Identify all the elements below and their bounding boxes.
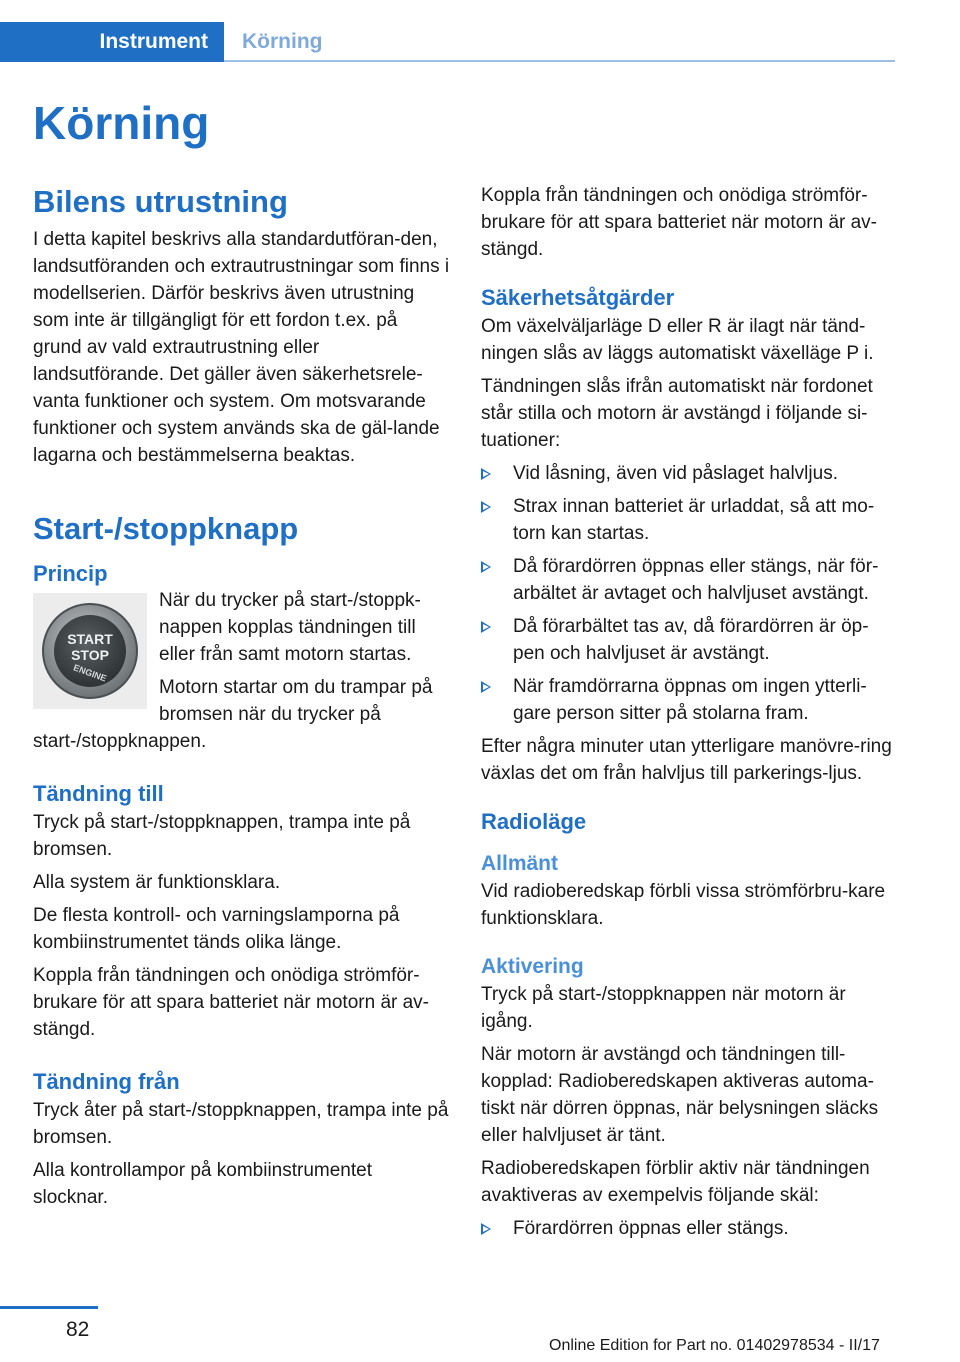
right-column — [481, 182, 899, 1248]
list-item: Vid låsning, även vid påslaget halvljus. — [481, 460, 899, 487]
edition-text: Online Edition for Part no. 01402978534 - II/17 — [549, 1337, 880, 1354]
list-item: När framdörrarna öppnas om ingen ytterli-gare person sitter på stolarna fram. — [481, 673, 899, 727]
paragraph: Tändningen slås ifrån automatiskt när fordonet står stilla och motorn är avstängd i följande si-tuationer: — [481, 376, 873, 451]
header-divider — [224, 60, 895, 62]
subsection-title-sakerhetsatgarder: Säkerhetsåtgärder — [481, 285, 675, 310]
list-item: Förardörren öppnas eller stängs. — [481, 1215, 899, 1242]
paragraph: Tryck på start-/stoppknappen när motorn är igång. — [481, 984, 846, 1032]
bullet-arrow-icon — [481, 468, 491, 480]
safety-list — [481, 460, 899, 727]
bullet-arrow-icon — [481, 621, 491, 633]
engine-label: ENGINE — [72, 662, 108, 684]
paragraph: I detta kapitel beskrivs alla standardutföran-den, landsutföranden och extrautrustningar som finns i modellserien. Därför beskrivs även utrustning som inte är tillgängligt för ett fordon t.ex. på grund av vald extrautrustning eller landsutförande. Det gäller även säkerhetsrele-vanta funktioner och system. Om motsvarande funktioner och system används ska de gäl-lande lagarna och bestämmelserna beaktas. — [33, 229, 450, 466]
section-title-start-stoppknapp: Start-/stoppknapp — [33, 511, 299, 546]
header-bar — [0, 0, 895, 62]
paragraph: När du trycker på start-/stoppk-nappen kopplas tändningen till eller från samt motorn startas. — [159, 590, 421, 665]
bullet-arrow-icon — [481, 681, 491, 693]
page-number: 82 — [66, 1318, 90, 1341]
start-stop-button-image — [33, 593, 147, 709]
list-item: Då förardörren öppnas eller stängs, när för-arbältet är avtaget och halvljuset avstängt. — [481, 553, 899, 607]
list-item: Då förarbältet tas av, då förardörren är öp-pen och halvljuset är avstängt. — [481, 613, 899, 667]
paragraph: Om växelväljarläge D eller R är ilagt när tänd-ningen slås av läggs automatiskt växelläge P i. — [481, 316, 874, 364]
page-title: Körning — [33, 97, 210, 149]
bullet-arrow-icon — [481, 501, 491, 513]
subsection-title-radiolage: Radioläge — [481, 809, 587, 834]
paragraph: Koppla från tändningen och onödiga strömför-brukare för att spara batteriet när motorn är av-stängd. — [481, 185, 878, 260]
paragraph: Efter några minuter utan ytterligare manövre-ring växlas det om från halvljus till parkerings-ljus. — [481, 736, 892, 784]
paragraph: Alla kontrollampor på kombiinstrumentet slocknar. — [33, 1160, 372, 1208]
subsection-title-aktivering: Aktivering — [481, 955, 584, 978]
start-label: START — [67, 631, 113, 647]
paragraph: Tryck åter på start-/stoppknappen, trampa inte på bromsen. — [33, 1100, 449, 1148]
start-stop-engine-icon — [40, 601, 140, 701]
paragraph: Radioberedskapen förblir aktiv när tändningen avaktiveras av exempelvis följande skäl: — [481, 1158, 870, 1206]
bullet-arrow-icon — [481, 1223, 491, 1235]
paragraph: Tryck på start-/stoppknappen, trampa inte på bromsen. — [33, 812, 411, 860]
subsection-title-princip: Princip — [33, 561, 108, 586]
paragraph: Koppla från tändningen och onödiga strömför-brukare för att spara batteriet när motorn är av-stängd. — [33, 965, 430, 1040]
tab-korning[interactable]: Körning — [242, 30, 323, 53]
left-column — [33, 182, 451, 1217]
paragraph: När motorn är avstängd och tändningen till-kopplad: Radioberedskapen aktiveras automa-tiskt när dörren öppnas, när belysningen släcks eller halvljuset är tänt. — [481, 1044, 879, 1146]
paragraph: Alla system är funktionsklara. — [33, 872, 281, 893]
bullet-arrow-icon — [481, 561, 491, 573]
paragraph: Vid radioberedskap förbli vissa strömförbru-kare funktionsklara. — [481, 881, 886, 929]
paragraph: De flesta kontroll- och varningslamporna på kombiinstrumentet tänds olika länge. — [33, 905, 400, 953]
section-title-bilens-utrustning: Bilens utrustning — [33, 184, 288, 219]
list-item: Strax innan batteriet är urladdat, så att mo-torn kan startas. — [481, 493, 899, 547]
subsection-title-tandning-till: Tändning till — [33, 781, 164, 806]
footer-divider — [0, 1306, 98, 1309]
paragraph: Motorn startar om du trampar på bromsen när du trycker på start-/stoppknappen. — [33, 677, 433, 752]
stop-label: STOP — [71, 647, 109, 663]
subsection-title-tandning-fran: Tändning från — [33, 1069, 180, 1094]
tab-instrument[interactable]: Instrument — [0, 22, 224, 62]
subsection-title-allmant: Allmänt — [481, 852, 559, 875]
princip-block — [33, 559, 451, 761]
activation-list — [481, 1215, 899, 1242]
